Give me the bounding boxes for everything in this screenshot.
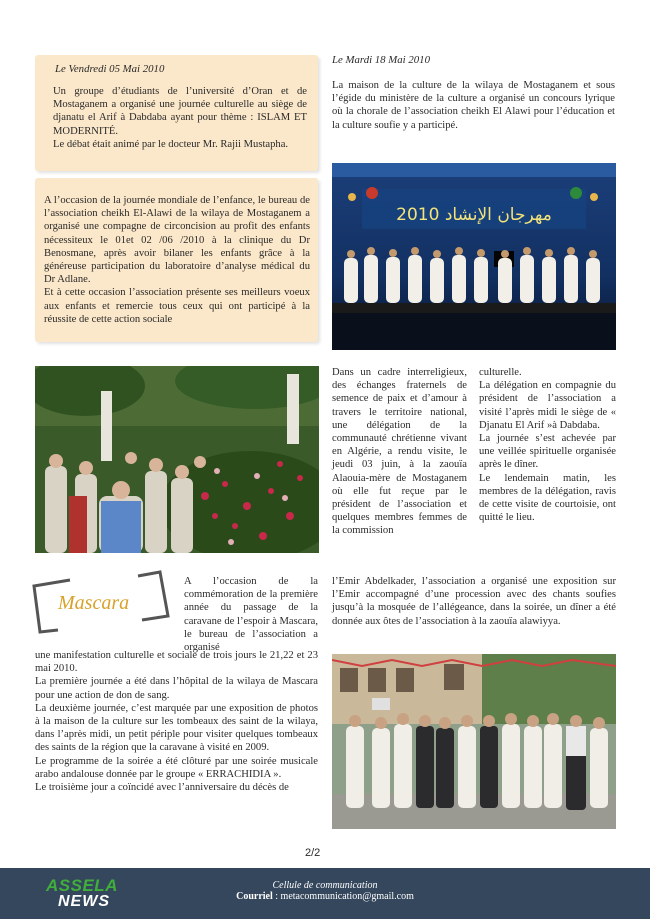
event-text [44, 194, 310, 326]
choir-photo-illustration [332, 163, 616, 350]
delegation-paragraph: Le lendemain matin, les membres de la délégation, ravis de cette visite de courtoisie, ont quitté le lieu. [479, 472, 616, 524]
delegation-garden-photo [35, 366, 319, 553]
footer-bar [0, 868, 650, 919]
procession-photo [332, 654, 616, 829]
procession-illustration [332, 654, 616, 829]
delegation-garden-illustration [35, 366, 319, 553]
page-number: 2/2 [305, 847, 321, 859]
event-paragraph: Et à cette occasion l’association présente ses meilleurs voeux aux enfants et remercie tous ceux qui ont participé à la réussite de cette action sociale [44, 287, 310, 325]
mascara-intro: A l’occasion de la commémoration de la première année du passage de la caravane de l’espoir à Mascara, le bureau de l’association a organisé [184, 576, 318, 654]
mascara-paragraph: La première journée a été dans l’hôpital de la wilaya de Mascara pour une action de don de sang. [35, 676, 318, 701]
delegation-paragraph: culturelle. [479, 367, 522, 378]
event-text [53, 85, 307, 151]
logo-bottom-text: NEWS [58, 893, 110, 910]
email-link[interactable]: metacommunication@gmail.com [280, 891, 414, 902]
delegation-paragraph: La délégation en compagnie du président de l’association a visité l’après midi le siège de « Djanatu El Arif »à Dabdaba. [479, 380, 616, 431]
event-paragraph: Un groupe d’étudiants de l’université d’Oran et de Mostaganem a organisé une journée culturelle au siège de djanatu el Arif à Dabdaba ayant pour thème : ISLAM ET MODERNITÉ. [53, 86, 307, 137]
event-box-friday [35, 55, 318, 171]
event-text: La maison de la culture de la wilaya de Mostaganem et sous l’égide du ministère de la culture a organisé un concours lyrique où la chorale de l’association cheikh El Alawi pour l’éducation et la culture soufie y a participé. [332, 80, 615, 131]
footer-unit: Cellule de communication [272, 880, 378, 891]
mascara-paragraph: La deuxième journée, c’est marquée par une exposition de photos à la maison de la culture sur les tombeaux des saint de la wilaya, dans l’après midi, un petit périple pour visiter quelques tombeaux des saints de la région que la caravane à visité en 2009. [35, 702, 318, 754]
footer-contact [0, 891, 650, 902]
banner-text: 2010 مهرجان الإنشاد [396, 205, 552, 225]
choir-photo [332, 163, 616, 350]
event-box-childhood [35, 178, 318, 342]
mascara-paragraph: Le programme de la soirée a été clôturé par une soirée musicale arabo andalouse donnée par le groupe « ERRACHIDIA ». [35, 755, 318, 780]
delegation-text-col1: Dans un cadre interreligieux, des échanges fraternels de semence de paix et d’amour à travers le territoire national, une délégation de la communauté chrétienne vivant en Algérie, a rendu visite, le jeudi 03 juin, à la zaouïa Alaouia-mère de Mostaganem où elle fut reçue par le président de l’association et quelques membres femmes de la commission [332, 367, 467, 537]
delegation-paragraph: La journée s’est achevée par une veillée spirituelle organisée après le dîner. [479, 433, 616, 471]
mascara-title: Mascara [58, 592, 130, 614]
event-date: Le Vendredi 05 Mai 2010 [55, 63, 165, 75]
mascara-paragraph: une manifestation culturelle et sociale de trois jours le 21,22 et 23 mai 2010. [35, 650, 318, 675]
delegation-text-col2 [479, 366, 616, 524]
mascara-right-text: l’Emir Abdelkader, l’association a organisé une exposition sur l’Emir accompagné d’une procession avec des chants soufies jusqu’à la mosquée de l’allégeance, dans la soirée, un dîner a été donnée aux ôtes de l’association à la zaouïa alawiyya. [332, 576, 616, 627]
event-date: Le Mardi 18 Mai 2010 [332, 54, 430, 66]
mascara-paragraph: Le troisième jour a coïncidé avec l’anniversaire du décès de [35, 782, 289, 794]
email-separator: : [272, 891, 281, 902]
event-paragraph: Le débat était animé par le docteur Mr. Rajii Mustapha. [53, 138, 289, 150]
mascara-title-frame [30, 570, 176, 640]
event-paragraph: A l’occasion de la journée mondiale de l’enfance, le bureau de l’association cheikh El-Alawi de la wilaya de Mostaganem a organisé une compagne de circoncision au profit des enfants nécessiteux le 01et 02 /06 /2010 à la clinique du Dr Benosmane, après avoir bilaner les enfants grâce à la généreuse participation du laboratoire d’analyse médical du Dr Adlane. [44, 195, 310, 286]
email-label: Courriel [236, 891, 273, 902]
mascara-body [35, 649, 318, 794]
logo-top-text: ASSELA [46, 876, 118, 895]
